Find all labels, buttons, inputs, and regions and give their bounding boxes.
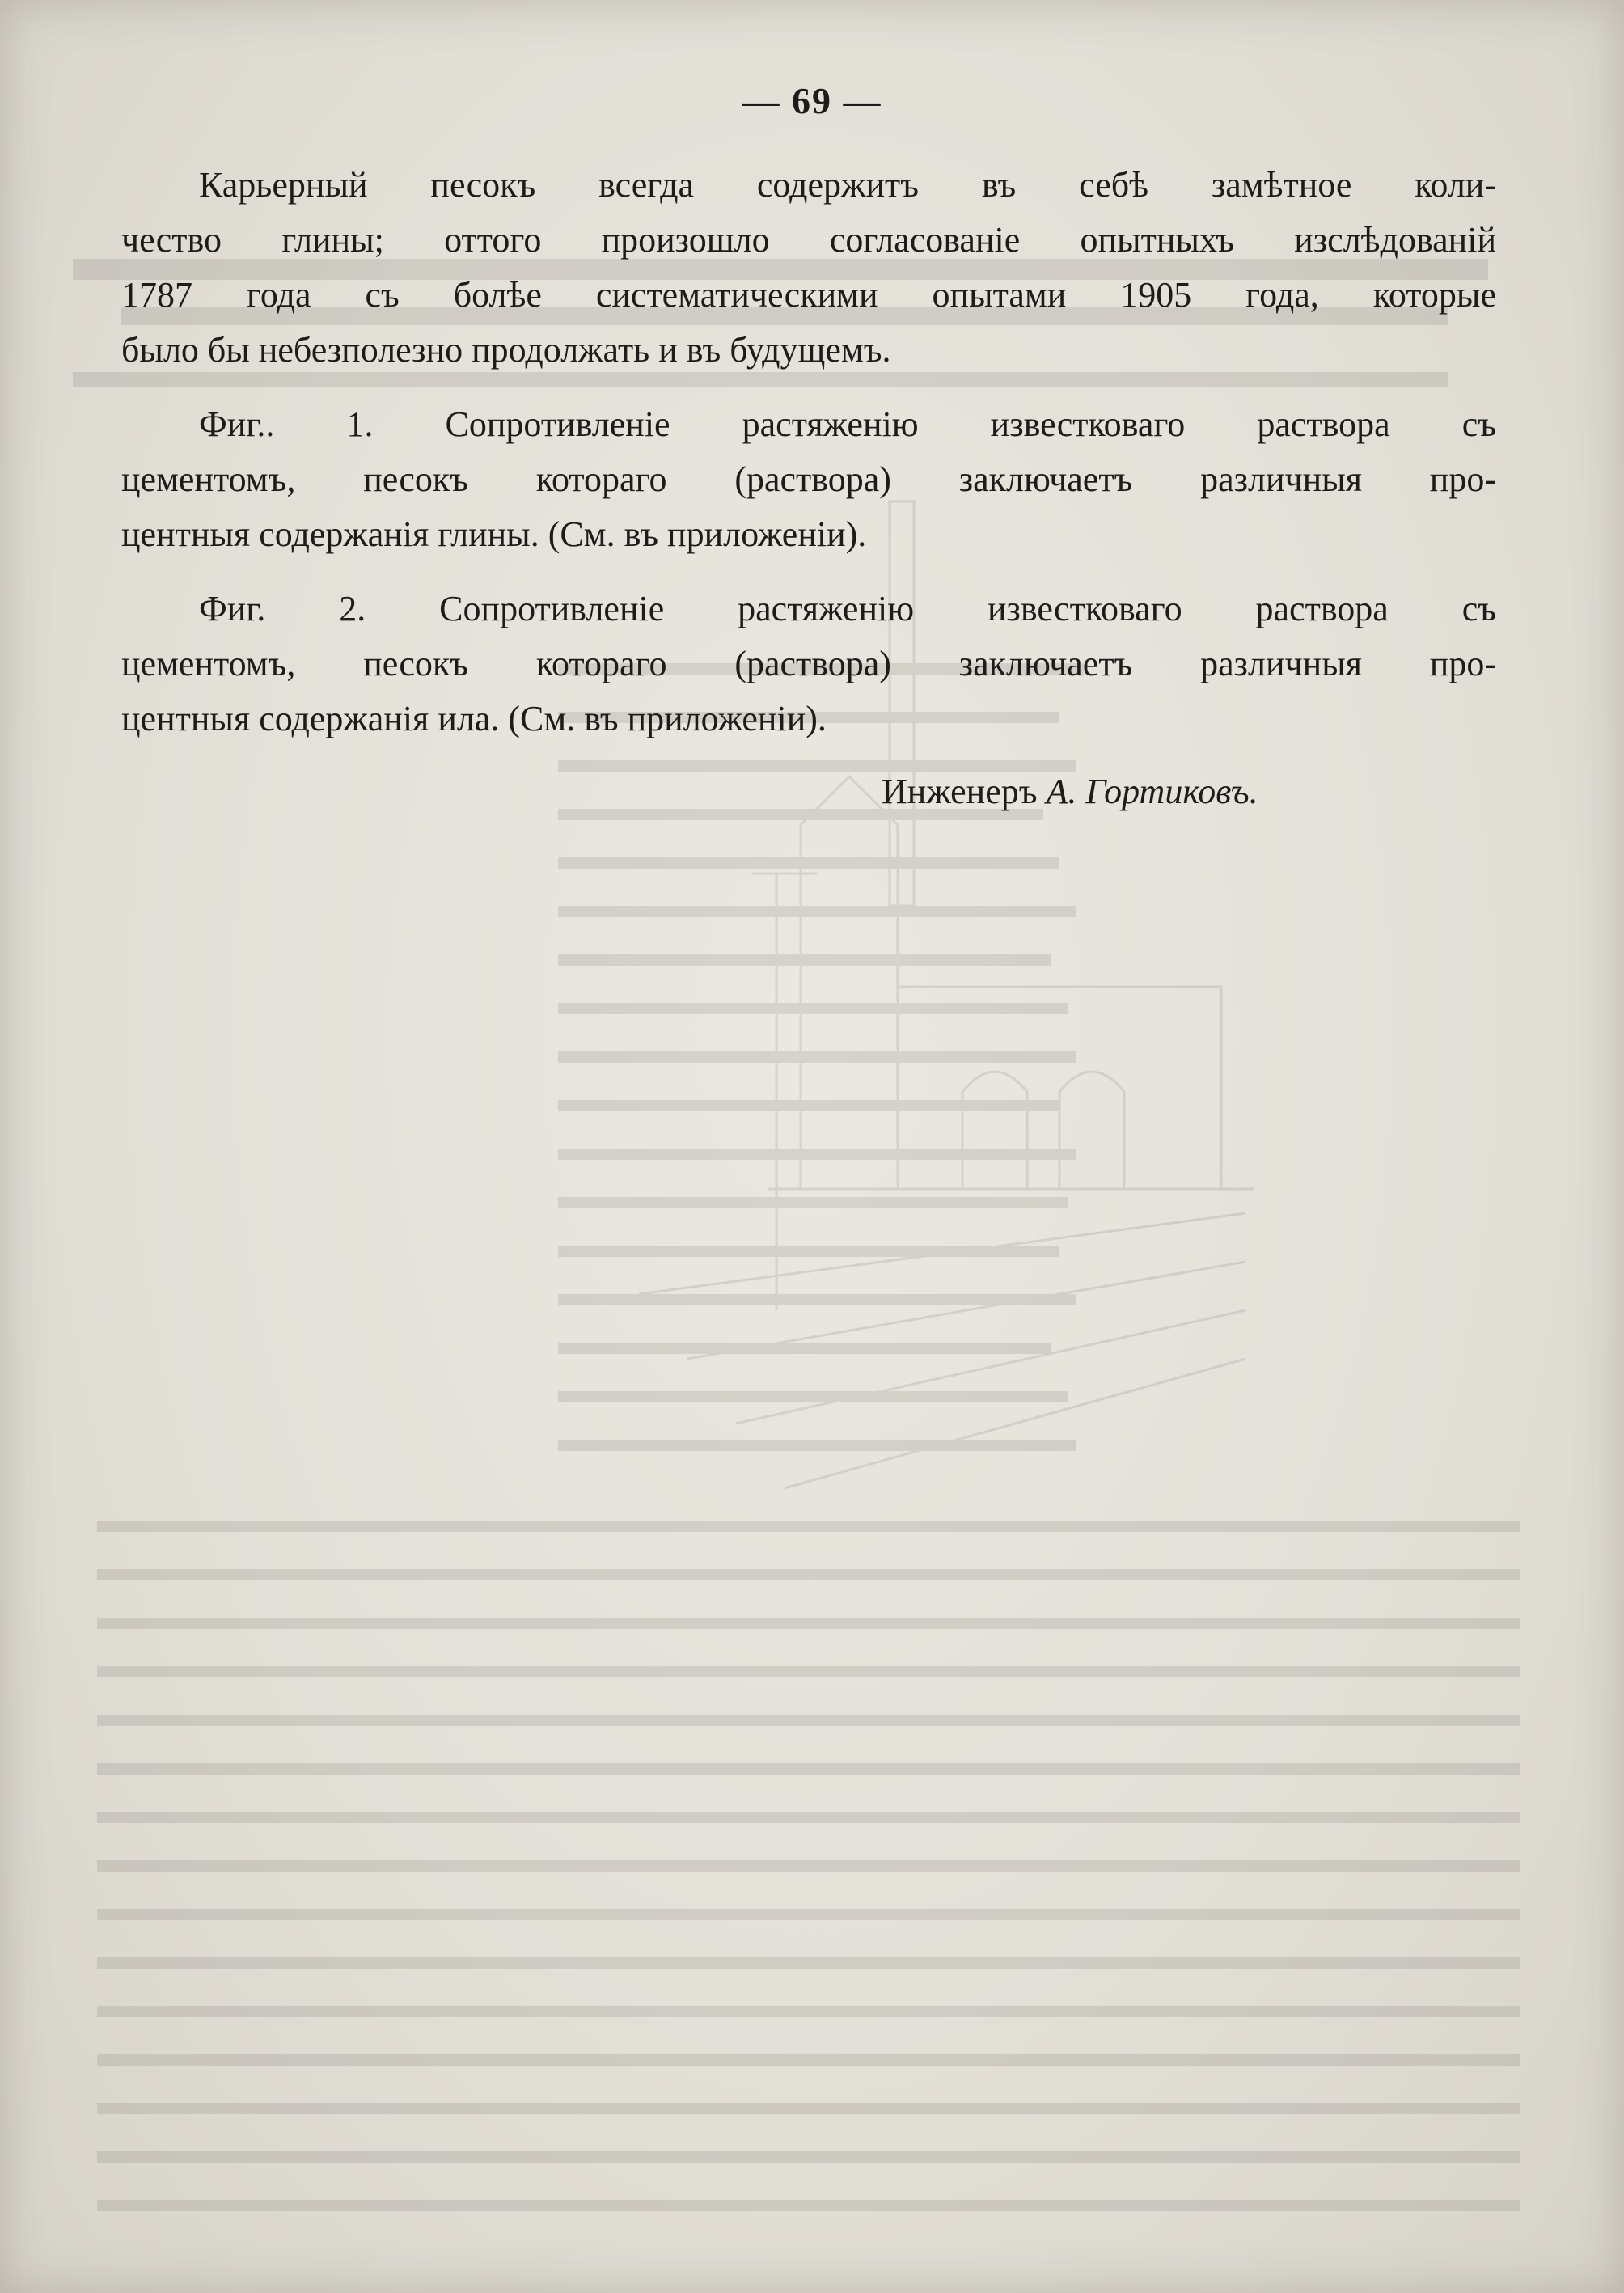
text-line: Фиг.. 1. Сопротивленіе растяженію известковаго раствора съ [199, 404, 1496, 444]
paragraph-quarry-sand [121, 158, 1496, 378]
author-name: А. Гортиковъ. [1046, 772, 1258, 811]
text-line: чество глины; оттого произошло согласованіе опытныхъ изслѣдованій [121, 220, 1496, 260]
text-line: цементомъ, песокъ котораго (раствора) заключаетъ различныя про- [121, 459, 1496, 499]
page-number: — 69 — [742, 80, 882, 121]
paragraph-figure-2-caption [121, 582, 1496, 747]
text-line: 1787 года съ болѣе систематическими опытами 1905 года, которые [121, 275, 1496, 315]
document-body [121, 158, 1496, 747]
text-line: цементомъ, песокъ котораго (раствора) заключаетъ различныя про- [121, 644, 1496, 683]
text-line: Карьерный песокъ всегда содержитъ въ себѣ замѣтное коли- [199, 165, 1496, 205]
text-line: было бы небезполезно продолжать и въ будущемъ. [121, 330, 891, 370]
text-line: Фиг. 2. Сопротивленіе растяженію известковаго раствора съ [199, 589, 1496, 628]
text-line: центныя содержанія глины. (См. въ приложеніи). [121, 514, 867, 554]
author-signature [882, 764, 1258, 819]
text-line: центныя содержанія ила. (См. въ приложеніи). [121, 699, 827, 738]
paragraph-figure-1-caption [121, 397, 1496, 562]
author-title: Инженеръ [882, 772, 1038, 811]
